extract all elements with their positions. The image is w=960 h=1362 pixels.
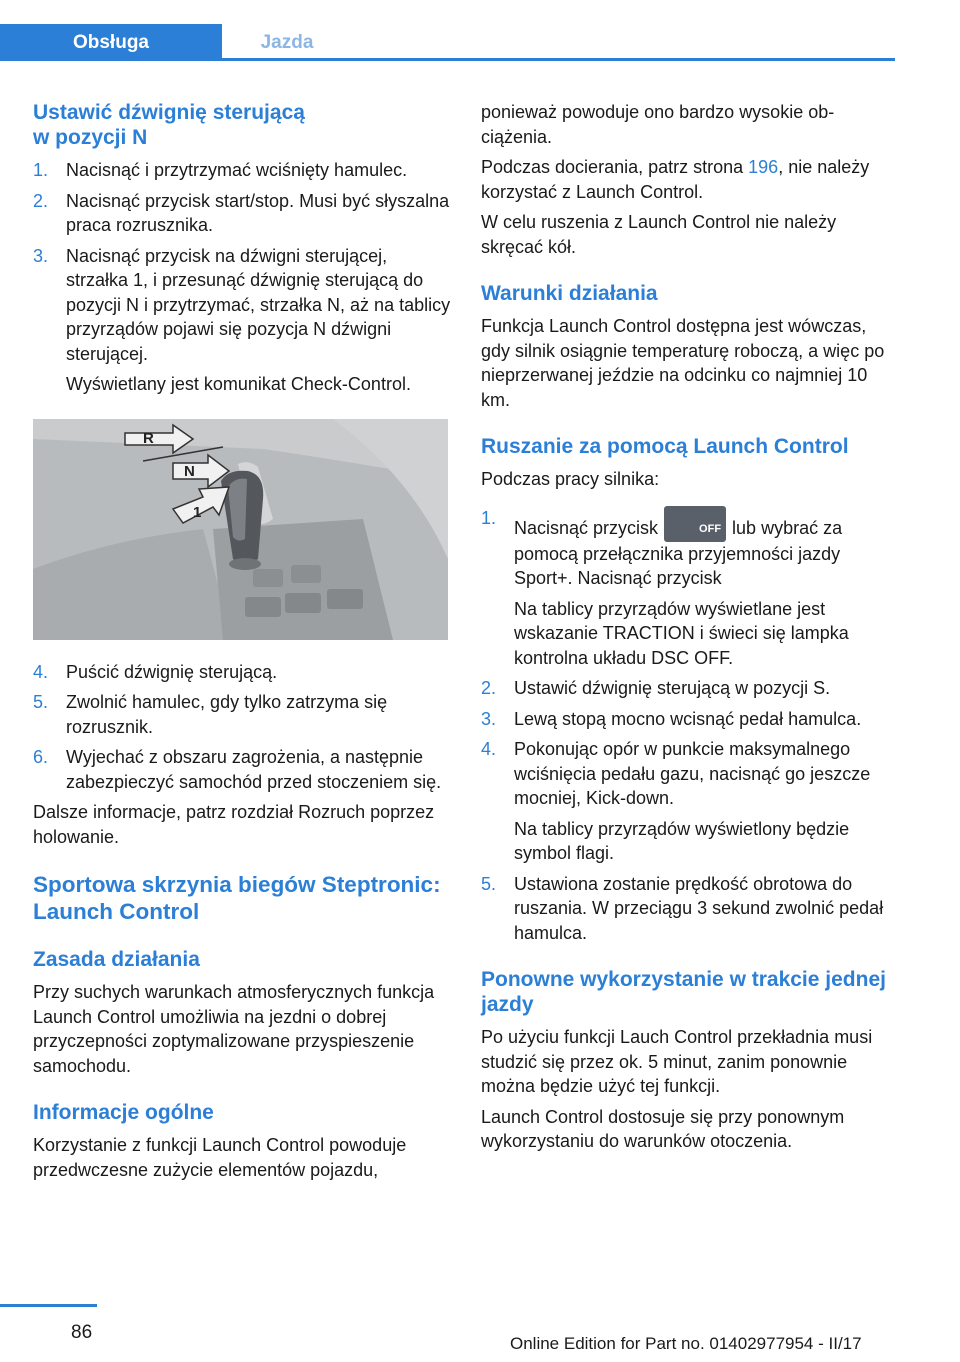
steps-list-b xyxy=(33,660,451,795)
heading-launch-control: Sportowa skrzynia biegów Steptronic: Launch Control xyxy=(33,872,441,924)
heading-set-lever-n: Ustawić dźwignię sterującą w pozycji N xyxy=(33,101,305,149)
tab-obsluga[interactable]: Obsługa xyxy=(0,24,222,61)
paragraph: Dalsze informacje, patrz rozdział Rozruch poprzez holowanie. xyxy=(33,802,435,847)
list-item: 1. Nacisnąć i przytrzymać wciśnięty hamulec. xyxy=(33,160,408,180)
page-number: 86 xyxy=(71,1322,93,1343)
paragraph: Launch Control dostosuje się przy ponownym wykorzystaniu do warunków otoczenia. xyxy=(481,1106,845,1151)
paragraph: Podczas pracy silnika: xyxy=(481,469,660,489)
paragraph: Podczas docierania, patrz strona 196, nie należy korzystać z Launch Control. xyxy=(481,157,870,202)
heading-zasada: Zasada działania xyxy=(33,948,200,971)
paragraph: Przy suchych warunkach atmosferycznych funkcja Launch Control umożliwia na jezdni o dobrej przyczepności zoptymalizowane przyspieszenie samochodu. xyxy=(33,982,435,1076)
paragraph: W celu ruszenia z Launch Control nie należy skręcać kół. xyxy=(481,212,837,257)
list-item: 2. Nacisnąć przycisk start/stop. Musi być słyszalna praca rozrusznika. xyxy=(33,190,450,235)
header-divider xyxy=(0,58,895,61)
heading-ponowne: Ponowne wykorzystanie w trakcie jednej jazdy xyxy=(481,968,886,1016)
heading-warunki: Warunki działania xyxy=(481,282,658,305)
list-item: 4. Pokonując opór w punkcie maksymalnego wciśnięcia pedału gazu, nacisnąć go jeszcze mocniej, Kick-down. Na tablicy przyrządów wyświetlony będzie symbol flagi. xyxy=(481,737,899,866)
right-column xyxy=(481,100,899,1160)
heading-ruszanie: Ruszanie za pomocą Launch Control xyxy=(481,435,849,458)
paragraph: Korzystanie z funkcji Launch Control powoduje przedwczesne zużycie elementów pojazdu, xyxy=(33,1135,407,1180)
list-item: 3. Nacisnąć przycisk na dźwigni sterującej, strzałka 1, i przesunąć dźwignię sterującą do pozycji N i przytrzymać, strzałka N, aż na tablicy przyrządów pojawi się pozycja N dźwigni sterującej. Wyświetlany jest komunikat Check-Control. xyxy=(33,244,451,397)
list-item: 4. Puścić dźwignię sterującą. xyxy=(33,661,278,682)
step-note: Na tablicy przyrządów wyświetlane jest wskazanie TRACTION i świeci się lampka kontrolna układu DSC OFF. xyxy=(514,598,849,668)
list-item: 2. Ustawić dźwignię sterującą w pozycji S. xyxy=(481,678,831,698)
paragraph: Funkcja Launch Control dostępna jest wówczas, gdy silnik osiągnie temperaturę roboczą, a więc po nieprzerwanej jeździe na odcinku co najmniej 10 km. xyxy=(481,316,885,410)
list-item: 3. Lewą stopą mocno wcisnąć pedał hamulca. xyxy=(481,708,862,729)
list-item: 5. Zwolnić hamulec, gdy tylko zatrzyma się rozrusznik. xyxy=(33,692,388,737)
steps-list-launch xyxy=(481,506,899,946)
footer-divider xyxy=(0,1304,97,1307)
label-r: R xyxy=(143,429,154,447)
header-tabs xyxy=(0,24,895,61)
list-item: 5. Ustawiona zostanie prędkość obrotowa do ruszania. W przeciągu 3 sekund zwolnić pedał hamulca. xyxy=(481,873,884,943)
list-item: 1. Nacisnąć przycisk OFF lub wybrać za pomocą przełącznika przyjemności jazdy Sport+. Nacisnąć przycisk Na tablicy przyrządów wyświetlane jest wskazanie TRACTION i świeci się lampka kontrolna układu DSC OFF. xyxy=(481,506,899,671)
page-ref-link[interactable]: 196 xyxy=(748,157,779,177)
tab-jazda[interactable]: Jazda xyxy=(260,32,314,53)
edition-footer: Online Edition for Part no. 01402977954 - II/17 xyxy=(510,1334,862,1353)
dsc-off-icon: OFF xyxy=(664,506,726,542)
left-column xyxy=(33,100,451,1188)
heading-informacje: Informacje ogólne xyxy=(33,1101,214,1124)
paragraph: Po użyciu funkcji Lauch Control przekładnia musi studzić się przez ok. 5 minut, zanim ponownie można będzie użyć tej funkcji. xyxy=(481,1027,873,1096)
list-item: 6. Wyjechać z obszaru zagrożenia, a następnie zabezpieczyć samochód przed stoczeniem się. xyxy=(33,747,442,792)
label-n: N xyxy=(184,462,195,480)
steps-list-a xyxy=(33,158,451,397)
paragraph: ponieważ powoduje ono bardzo wysokie obciążenia. xyxy=(481,102,835,147)
gear-lever-illustration xyxy=(33,419,448,640)
label-1: 1 xyxy=(193,503,202,521)
step-note: Wyświetlany jest komunikat Check-Control. xyxy=(66,374,411,394)
step-note: Na tablicy przyrządów wyświetlony będzie symbol flagi. xyxy=(514,818,850,863)
